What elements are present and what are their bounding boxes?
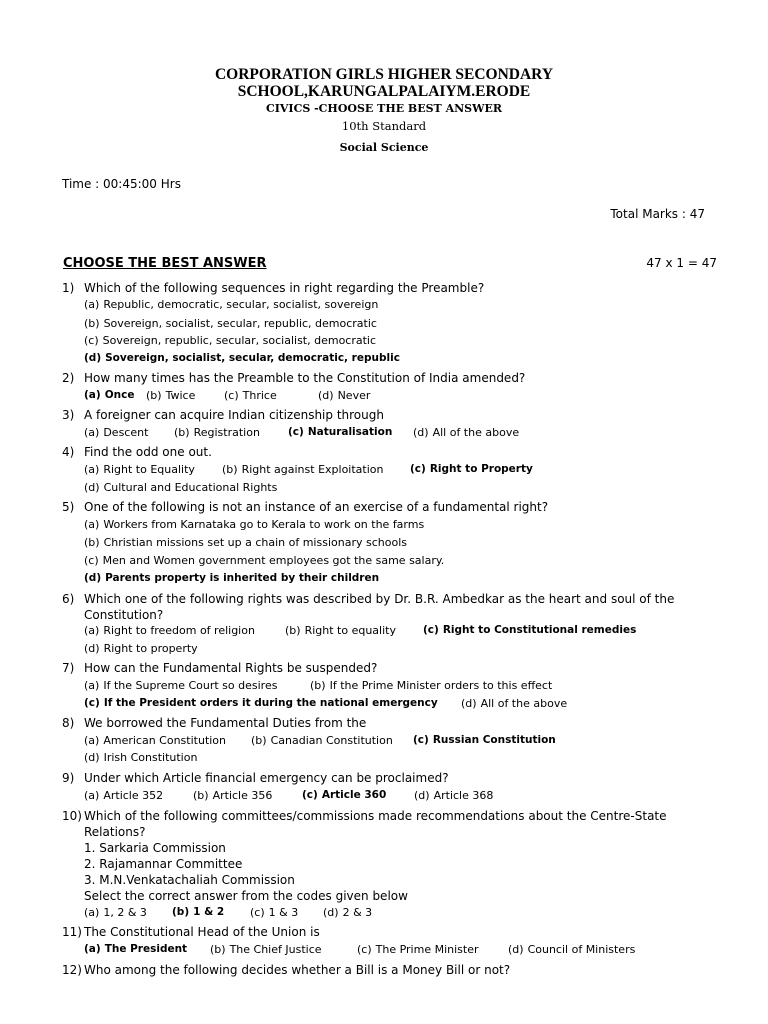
option xyxy=(461,697,567,710)
question-line: Select the correct answer from the codes given below xyxy=(84,889,408,903)
option-text: Cultural and Educational Rights xyxy=(103,481,278,494)
option-label: (c) xyxy=(357,943,372,956)
question-number: 10) xyxy=(62,809,82,823)
option-label: (d) xyxy=(461,697,477,710)
option-text: Christian missions set up a chain of missionary schools xyxy=(103,536,407,549)
option-text: Thrice xyxy=(242,389,277,402)
option-text: Descent xyxy=(103,426,149,439)
option-label: (b) xyxy=(210,943,226,956)
option-text: The President xyxy=(104,943,188,955)
question-number: 8) xyxy=(62,716,75,730)
question-text: Which one of the following rights was described by Dr. B.R. Ambedkar as the heart and soul of the Constitution? xyxy=(84,592,675,622)
option-label: (a) xyxy=(84,518,100,531)
correct-option xyxy=(423,624,636,636)
option-text: Never xyxy=(337,389,371,402)
question-number: 1) xyxy=(62,281,75,295)
option-label: (d) xyxy=(84,352,102,364)
option-text: The Chief Justice xyxy=(229,943,322,956)
option-text: Right to property xyxy=(103,642,198,655)
option-text: Article 356 xyxy=(212,789,273,802)
option xyxy=(84,463,195,476)
question xyxy=(62,280,702,296)
question-text: Which of the following committees/commissions made recommendations about the Centre-State Relations? xyxy=(84,809,667,839)
question xyxy=(62,407,702,423)
option xyxy=(251,734,393,747)
question xyxy=(62,660,702,676)
question-text: How many times has the Preamble to the Constitution of India amended? xyxy=(84,371,526,385)
option-text: If the Supreme Court so desires xyxy=(103,679,278,692)
option xyxy=(84,642,198,655)
question-number: 3) xyxy=(62,408,75,422)
option-text: Sovereign, socialist, secular, democratic, republic xyxy=(105,352,400,364)
option-text: Irish Constitution xyxy=(103,751,198,764)
option xyxy=(285,624,396,637)
option-text: Russian Constitution xyxy=(432,734,556,746)
section-marks: 47 x 1 = 47 xyxy=(646,256,717,270)
exam-subject-line: CIVICS -CHOOSE THE BEST ANSWER xyxy=(266,102,502,115)
question xyxy=(62,499,702,515)
option-label: (c) xyxy=(84,554,99,567)
option-text: If the Prime Minister orders to this effect xyxy=(329,679,553,692)
option-label: (c) xyxy=(410,463,426,475)
option-label: (b) xyxy=(84,536,100,549)
question-line: 3. M.N.Venkatachaliah Commission xyxy=(84,873,295,887)
time-allowed: Time : 00:45:00 Hrs xyxy=(62,177,181,191)
question-number: 7) xyxy=(62,661,75,675)
option-text: Workers from Karnataka go to Kerala to work on the farms xyxy=(103,518,425,531)
option-text: Twice xyxy=(165,389,196,402)
option-text: Sovereign, republic, secular, socialist, democratic xyxy=(102,334,377,347)
option-text: Right to Constitutional remedies xyxy=(442,624,637,636)
option xyxy=(84,481,277,494)
option-text: Men and Women government employees got the same salary. xyxy=(102,554,445,567)
correct-option xyxy=(84,697,438,709)
option xyxy=(84,334,376,347)
option xyxy=(84,536,407,549)
option-label: (b) xyxy=(222,463,238,476)
subject-label: Social Science xyxy=(339,141,429,154)
question-number: 11) xyxy=(62,925,82,939)
option-label: (a) xyxy=(84,679,100,692)
section-title: CHOOSE THE BEST ANSWER xyxy=(63,256,267,271)
option-text: Article 368 xyxy=(433,789,494,802)
option-label: (c) xyxy=(224,389,239,402)
option-label: (d) xyxy=(414,789,430,802)
option-text: Right to freedom of religion xyxy=(103,624,255,637)
option-text: Article 352 xyxy=(103,789,164,802)
correct-option xyxy=(84,572,379,584)
question-number: 2) xyxy=(62,371,75,385)
question-text: We borrowed the Fundamental Duties from the xyxy=(84,716,367,730)
option-label: (a) xyxy=(84,734,100,747)
option-text: Registration xyxy=(193,426,260,439)
option-label: (c) xyxy=(413,734,429,746)
option-text: Right to Property xyxy=(429,463,533,475)
question xyxy=(62,924,702,940)
question xyxy=(62,444,702,460)
question-text: Under which Article financial emergency can be proclaimed? xyxy=(84,771,449,785)
option-label: (d) xyxy=(413,426,429,439)
option xyxy=(210,943,322,956)
option xyxy=(84,317,377,330)
option xyxy=(84,906,147,919)
option-label: (c) xyxy=(288,426,304,438)
total-marks: Total Marks : 47 xyxy=(610,207,705,221)
option xyxy=(146,389,195,402)
question-text: Which of the following sequences in right regarding the Preamble? xyxy=(84,281,485,295)
correct-option xyxy=(172,906,224,918)
option-label: (d) xyxy=(84,572,102,584)
question-number: 5) xyxy=(62,500,75,514)
option-label: (b) xyxy=(172,906,190,918)
option-text: 1 & 3 xyxy=(268,906,299,919)
option-label: (a) xyxy=(84,789,100,802)
option xyxy=(318,389,370,402)
option-label: (b) xyxy=(84,317,100,330)
option-text: Naturalisation xyxy=(307,426,393,438)
correct-option xyxy=(84,943,187,955)
question-number: 9) xyxy=(62,771,75,785)
option-label: (b) xyxy=(174,426,190,439)
option-label: (b) xyxy=(251,734,267,747)
option-label: (a) xyxy=(84,906,100,919)
option-label: (a) xyxy=(84,624,100,637)
option-label: (c) xyxy=(84,334,99,347)
option-label: (a) xyxy=(84,463,100,476)
question-line: 1. Sarkaria Commission xyxy=(84,841,226,855)
option-text: All of the above xyxy=(480,697,568,710)
question-text: Find the odd one out. xyxy=(84,445,212,459)
question xyxy=(62,770,702,786)
option xyxy=(250,906,298,919)
option-text: The Prime Minister xyxy=(375,943,479,956)
option-label: (c) xyxy=(84,697,100,709)
option-text: 1, 2 & 3 xyxy=(103,906,147,919)
option-text: Council of Ministers xyxy=(527,943,636,956)
option-text: 1 & 2 xyxy=(193,906,225,918)
question-text: How can the Fundamental Rights be suspended? xyxy=(84,661,378,675)
option-text: All of the above xyxy=(432,426,520,439)
option-label: (b) xyxy=(310,679,326,692)
standard-label: 10th Standard xyxy=(341,119,427,133)
option-text: Parents property is inherited by their children xyxy=(105,572,380,584)
option xyxy=(84,426,148,439)
option-text: Right against Exploitation xyxy=(241,463,384,476)
option-text: Right to Equality xyxy=(103,463,195,476)
option xyxy=(508,943,635,956)
option-text: Republic, democratic, secular, socialist, sovereign xyxy=(103,298,379,311)
option-label: (a) xyxy=(84,389,101,401)
option-text: Right to equality xyxy=(304,624,396,637)
correct-option xyxy=(84,389,134,401)
option xyxy=(84,751,197,764)
option xyxy=(357,943,479,956)
option-text: Article 360 xyxy=(321,789,387,801)
option-label: (d) xyxy=(84,481,100,494)
option-text: 2 & 3 xyxy=(342,906,373,919)
question-text: The Constitutional Head of the Union is xyxy=(84,925,320,939)
correct-option xyxy=(410,463,533,475)
correct-option xyxy=(302,789,386,801)
option-label: (a) xyxy=(84,298,100,311)
option-label: (b) xyxy=(193,789,209,802)
option xyxy=(84,624,255,637)
option xyxy=(84,789,163,802)
question-text: Who among the following decides whether a Bill is a Money Bill or not? xyxy=(84,963,511,977)
option-label: (d) xyxy=(508,943,524,956)
option-label: (a) xyxy=(84,943,101,955)
option-text: Sovereign, socialist, secular, republic, democratic xyxy=(103,317,377,330)
option-label: (c) xyxy=(250,906,265,919)
option-label: (b) xyxy=(285,624,301,637)
option-label: (d) xyxy=(84,642,100,655)
option xyxy=(224,389,277,402)
option xyxy=(413,426,519,439)
option-label: (d) xyxy=(84,751,100,764)
question-number: 6) xyxy=(62,592,75,606)
question xyxy=(62,808,702,904)
option-label: (c) xyxy=(302,789,318,801)
option xyxy=(222,463,383,476)
option xyxy=(84,734,226,747)
option-text: Canadian Constitution xyxy=(270,734,393,747)
question xyxy=(62,591,702,623)
option xyxy=(84,518,424,531)
option xyxy=(414,789,493,802)
option-label: (b) xyxy=(146,389,162,402)
question-text: A foreigner can acquire Indian citizenship through xyxy=(84,408,384,422)
option-label: (a) xyxy=(84,426,100,439)
option xyxy=(310,679,552,692)
question xyxy=(62,370,702,386)
option xyxy=(323,906,372,919)
question-number: 4) xyxy=(62,445,75,459)
option-text: American Constitution xyxy=(103,734,227,747)
question xyxy=(62,715,702,731)
option-label: (d) xyxy=(318,389,334,402)
option xyxy=(84,679,277,692)
school-name-line1: CORPORATION GIRLS HIGHER SECONDARY xyxy=(214,66,554,83)
correct-option xyxy=(84,352,400,364)
correct-option xyxy=(413,734,556,746)
option-label: (c) xyxy=(423,624,439,636)
correct-option xyxy=(288,426,392,438)
question-line: 2. Rajamannar Committee xyxy=(84,857,243,871)
question xyxy=(62,962,702,978)
option xyxy=(174,426,260,439)
option-text: Once xyxy=(104,389,135,401)
school-name-line2: SCHOOL,KARUNGALPALAIYM.ERODE xyxy=(237,83,531,100)
option-label: (d) xyxy=(323,906,339,919)
question-text: One of the following is not an instance of an exercise of a fundamental right? xyxy=(84,500,549,514)
option xyxy=(84,554,444,567)
option xyxy=(84,298,378,311)
option-text: If the President orders it during the national emergency xyxy=(103,697,438,709)
option xyxy=(193,789,272,802)
question-number: 12) xyxy=(62,963,82,977)
